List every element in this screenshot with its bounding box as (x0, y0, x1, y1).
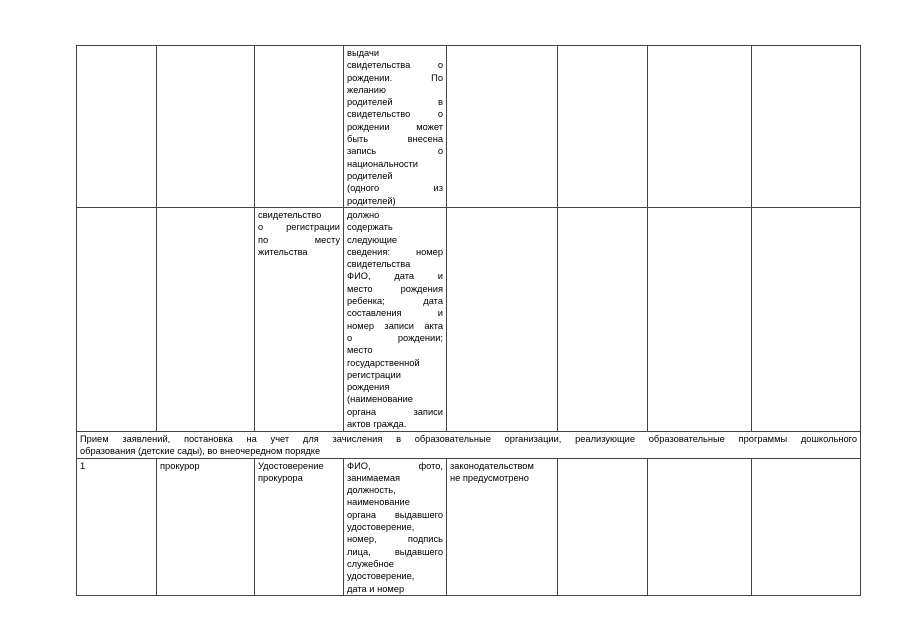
section-title (77, 432, 861, 459)
cell-text-line: свидетельства о (347, 60, 443, 71)
cell-text-line: удостоверение, (347, 571, 415, 582)
table-cell (255, 46, 344, 208)
cell-text-line: занимаемая (347, 472, 401, 483)
cell-text-line: о рождении; (347, 332, 443, 343)
cell-text-line: составления и (347, 308, 443, 319)
cell-text-line: содержать (347, 222, 393, 233)
table-cell (558, 208, 648, 432)
table-cell (558, 458, 648, 595)
table-cell-requirements (344, 208, 447, 432)
cell-text-line: рождении может (347, 121, 443, 132)
cell-text-line: свидетельство о (347, 109, 443, 120)
table-row (77, 208, 861, 432)
cell-text-line: удостоверение, (347, 522, 415, 533)
cell-text-line: по месту (258, 234, 340, 245)
cell-text-line: сведения: номер (347, 246, 443, 257)
table-cell-note (447, 458, 558, 595)
table-cell (648, 458, 752, 595)
table-cell (752, 458, 861, 595)
cell-text-line: о регистрации (258, 222, 340, 233)
table-row (77, 46, 861, 208)
cell-text-line: законодательством (450, 460, 534, 471)
cell-text-line: не предусмотрено (450, 472, 529, 483)
cell-text-line: желанию (347, 84, 386, 95)
table-cell (447, 208, 558, 432)
cell-text-line: должность, (347, 485, 396, 496)
cell-text-line: национальности (347, 158, 418, 169)
cell-text-line: свидетельство (258, 210, 322, 220)
cell-text-line: служебное (347, 558, 394, 569)
section-title-line-1: Прием заявлений, постановка на учет для зачисления в образовательные организации, реализующие образовательные программы дошкольного (80, 434, 857, 444)
cell-text-line: номер записи акта (347, 320, 443, 331)
section-header-row (77, 432, 861, 459)
cell-text-line: (наименование (347, 394, 413, 405)
cell-text-line: дата и номер (347, 583, 405, 594)
cell-text-line: родителей в (347, 97, 443, 108)
cell-text-line: место рождения (347, 283, 443, 294)
cell-text-line: наименование (347, 497, 410, 508)
table-cell-requirements (344, 458, 447, 595)
cell-text-line: органа записи (347, 406, 443, 417)
cell-text-line: регистрации (347, 369, 401, 380)
cell-text-line: рождения (347, 382, 390, 393)
table-cell-number: 1 (77, 458, 157, 595)
cell-text-line: ребенка; дата (347, 296, 443, 307)
cell-text-line: ФИО, дата и (347, 271, 443, 282)
table-cell-applicant: прокурор (157, 458, 255, 595)
cell-text-line: родителей) (347, 195, 396, 206)
cell-text-line: запись о (347, 146, 443, 157)
table-cell (752, 46, 861, 208)
table-cell (447, 46, 558, 208)
cell-text-line: прокурора (258, 472, 303, 483)
table-cell (752, 208, 861, 432)
table-cell (77, 208, 157, 432)
cell-text-line: жительства (258, 246, 308, 257)
table-cell (648, 46, 752, 208)
cell-text-line: лица, выдавшего (347, 546, 443, 557)
cell-text-line: свидетельства (347, 259, 411, 270)
table-row (77, 458, 861, 595)
cell-text-line: органа выдавшего (347, 509, 443, 520)
cell-text-line: родителей (347, 170, 393, 181)
cell-text-line: ФИО, фото, (347, 460, 443, 471)
cell-text-line: актов гражда. (347, 419, 407, 430)
cell-text-line: должно (347, 210, 380, 220)
document-table (76, 45, 861, 596)
table-cell-document (255, 458, 344, 595)
cell-text-line: Удостоверение (258, 460, 324, 471)
cell-text-line: (одного из (347, 183, 443, 194)
table-cell-document (255, 208, 344, 432)
table-cell (648, 208, 752, 432)
cell-text-line: номер, подпись (347, 534, 443, 545)
cell-text-line: место (347, 345, 373, 356)
table-cell (77, 46, 157, 208)
cell-text-line: рождении. По (347, 72, 443, 83)
table-cell (157, 208, 255, 432)
cell-text-line: быть внесена (347, 134, 443, 145)
section-title-line-2: образования (детские сады), во внеочередном порядке (80, 446, 321, 457)
cell-text-line: выдачи (347, 48, 380, 58)
table-cell (558, 46, 648, 208)
cell-text-line: государственной (347, 357, 420, 368)
cell-text-line: следующие (347, 234, 398, 245)
table-cell (157, 46, 255, 208)
table-cell-requirements (344, 46, 447, 208)
